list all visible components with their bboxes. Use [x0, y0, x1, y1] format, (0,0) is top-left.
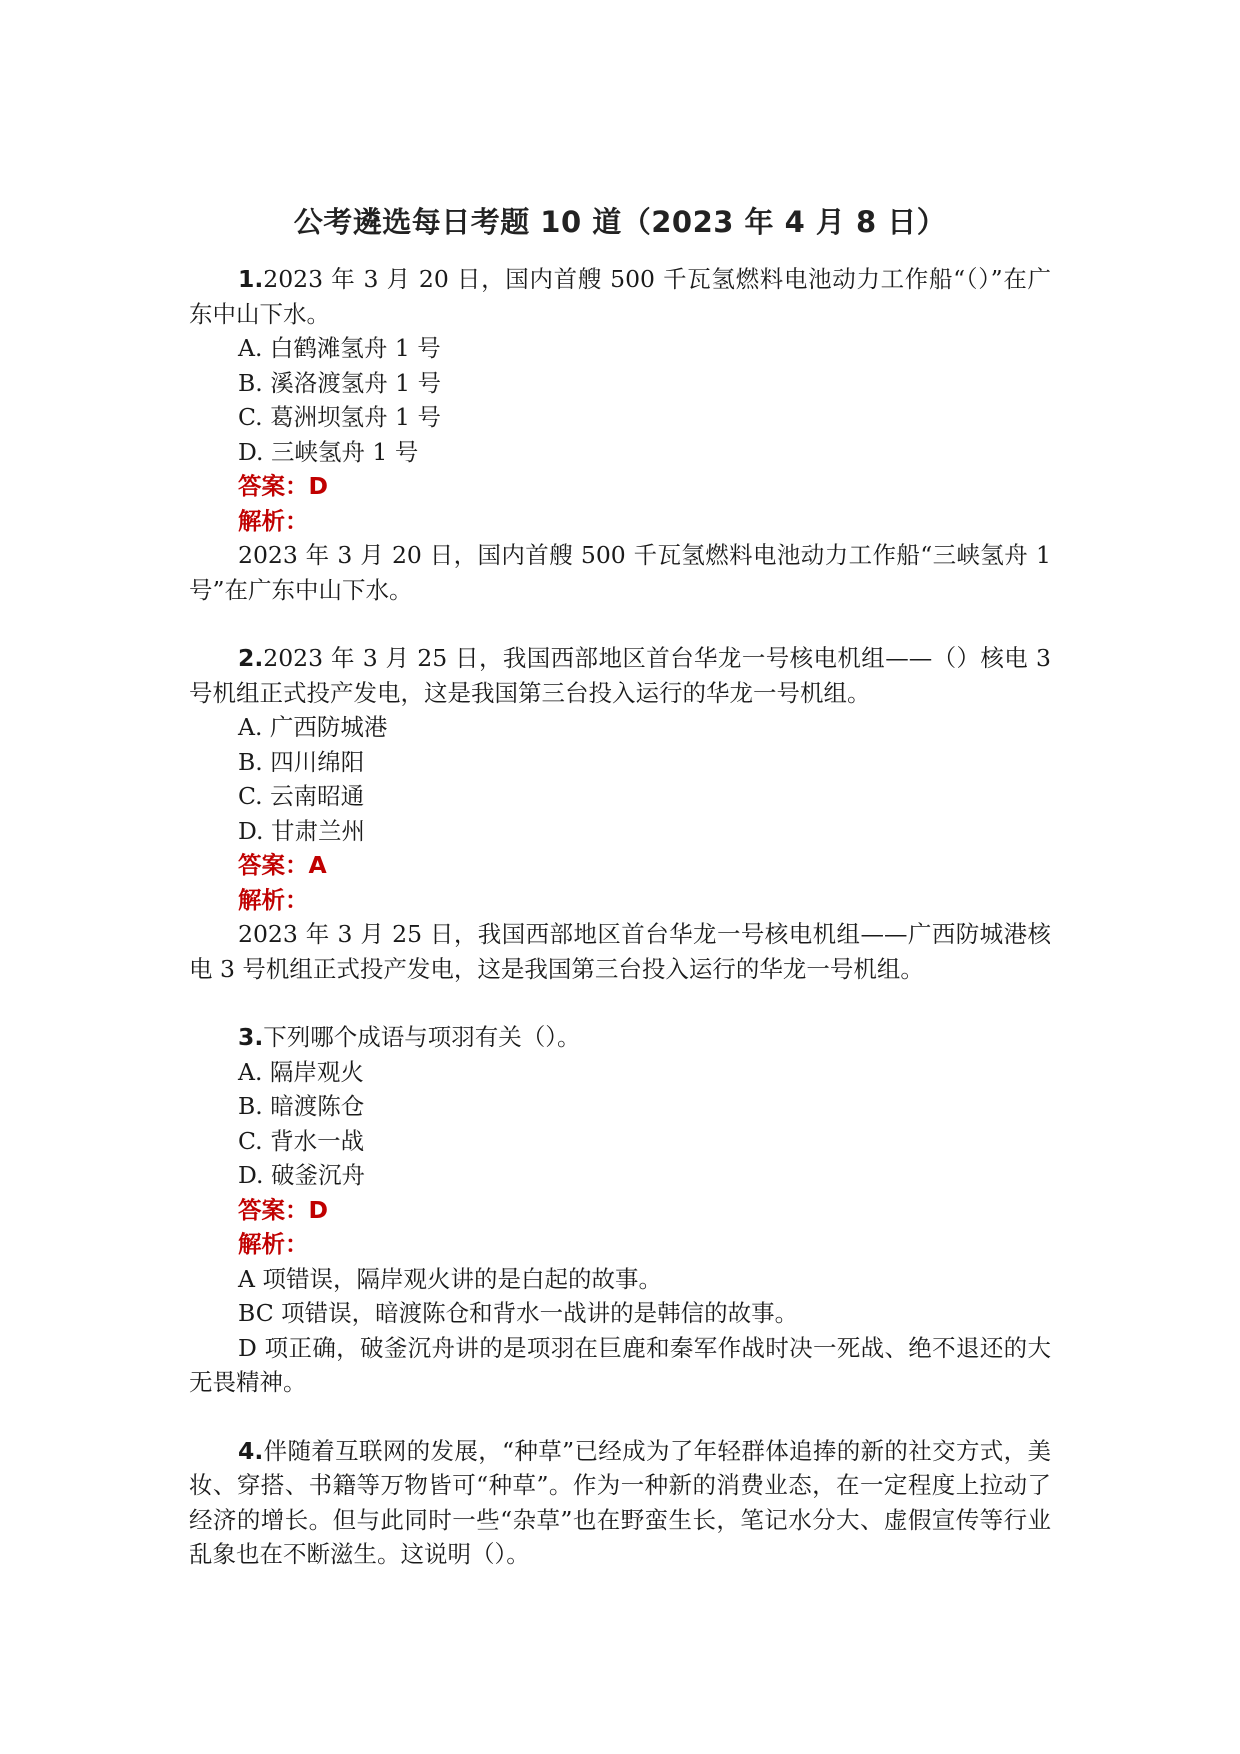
- answer-label: 答案：A: [238, 851, 327, 879]
- question-text: 2023 年 3 月 25 日，我国西部地区首台华龙一号核电机组——（）核电 3 号机组正式投产发电，这是我国第三台投入运行的华龙一号机组。: [189, 644, 1051, 707]
- option-b: B. 暗渡陈仓: [238, 1092, 365, 1120]
- analysis-label: 解析：: [238, 1230, 309, 1258]
- analysis-text: 2023 年 3 月 25 日，我国西部地区首台华龙一号核电机组——广西防城港核电 3 号机组正式投产发电，这是我国第三台投入运行的华龙一号机组。: [189, 920, 1051, 983]
- analysis-text: 2023 年 3 月 20 日，国内首艘 500 千瓦氢燃料电池动力工作船“三峡氢舟 1 号”在广东中山下水。: [189, 541, 1051, 604]
- question-number: 1.: [238, 265, 264, 293]
- question-number: 2.: [238, 644, 264, 672]
- question-text: 2023 年 3 月 20 日，国内首艘 500 千瓦氢燃料电池动力工作船“（）”在广东中山下水。: [189, 265, 1051, 328]
- answer-label: 答案：D: [238, 1195, 329, 1224]
- option-b: B. 四川绵阳: [238, 747, 365, 776]
- option-d: D. 破釜沉舟: [238, 1161, 365, 1189]
- option-b: B. 溪洛渡氢舟 1 号: [238, 368, 442, 397]
- option-d: D. 三峡氢舟 1 号: [238, 437, 419, 466]
- question-stem: [189, 1020, 1051, 1055]
- option-d: D. 甘肃兰州: [238, 816, 365, 845]
- page-title: 公考遴选每日考题 10 道（2023 年 4 月 8 日）: [293, 205, 947, 239]
- question-text: 下列哪个成语与项羽有关（）。: [263, 1023, 581, 1051]
- question-1: [189, 262, 1051, 607]
- analysis-text: D 项正确，破釜沉舟讲的是项羽在巨鹿和秦军作战时决一死战、绝不退还的大无畏精神。: [189, 1333, 1051, 1396]
- question-2: [189, 641, 1051, 986]
- question-text: 伴随着互联网的发展，“种草”已经成为了年轻群体追捧的新的社交方式，美妆、穿搭、书籍等万物皆可“种草”。作为一种新的消费业态，在一定程度上拉动了经济的增长。但与此同时一些“杂草”也在野蛮生长，笔记水分大、虚假宣传等行业乱象也在不断滋生。这说明（）。: [189, 1436, 1051, 1568]
- question-number: 3.: [238, 1023, 264, 1051]
- question-number: 4.: [238, 1436, 264, 1465]
- analysis-text: BC 项错误，暗渡陈仓和背水一战讲的是韩信的故事。: [238, 1299, 799, 1327]
- questions-container: [189, 262, 1051, 1606]
- option-c: C. 云南昭通: [238, 782, 365, 810]
- analysis-text: A 项错误，隔岸观火讲的是白起的故事。: [238, 1264, 662, 1293]
- question-3: [189, 1020, 1051, 1400]
- option-c: C. 葛洲坝氢舟 1 号: [238, 403, 441, 431]
- option-c: C. 背水一战: [238, 1126, 365, 1155]
- answer-label: 答案：D: [238, 472, 329, 500]
- analysis-label: 解析：: [238, 885, 309, 914]
- option-a: A. 白鹤滩氢舟 1 号: [238, 334, 441, 362]
- analysis-label: 解析：: [238, 506, 309, 535]
- question-stem: [189, 641, 1051, 710]
- question-stem: [189, 1434, 1051, 1572]
- question-4: [189, 1434, 1051, 1572]
- option-a: A. 隔岸观火: [238, 1057, 364, 1086]
- option-a: A. 广西防城港: [238, 713, 388, 741]
- question-stem: [189, 262, 1051, 331]
